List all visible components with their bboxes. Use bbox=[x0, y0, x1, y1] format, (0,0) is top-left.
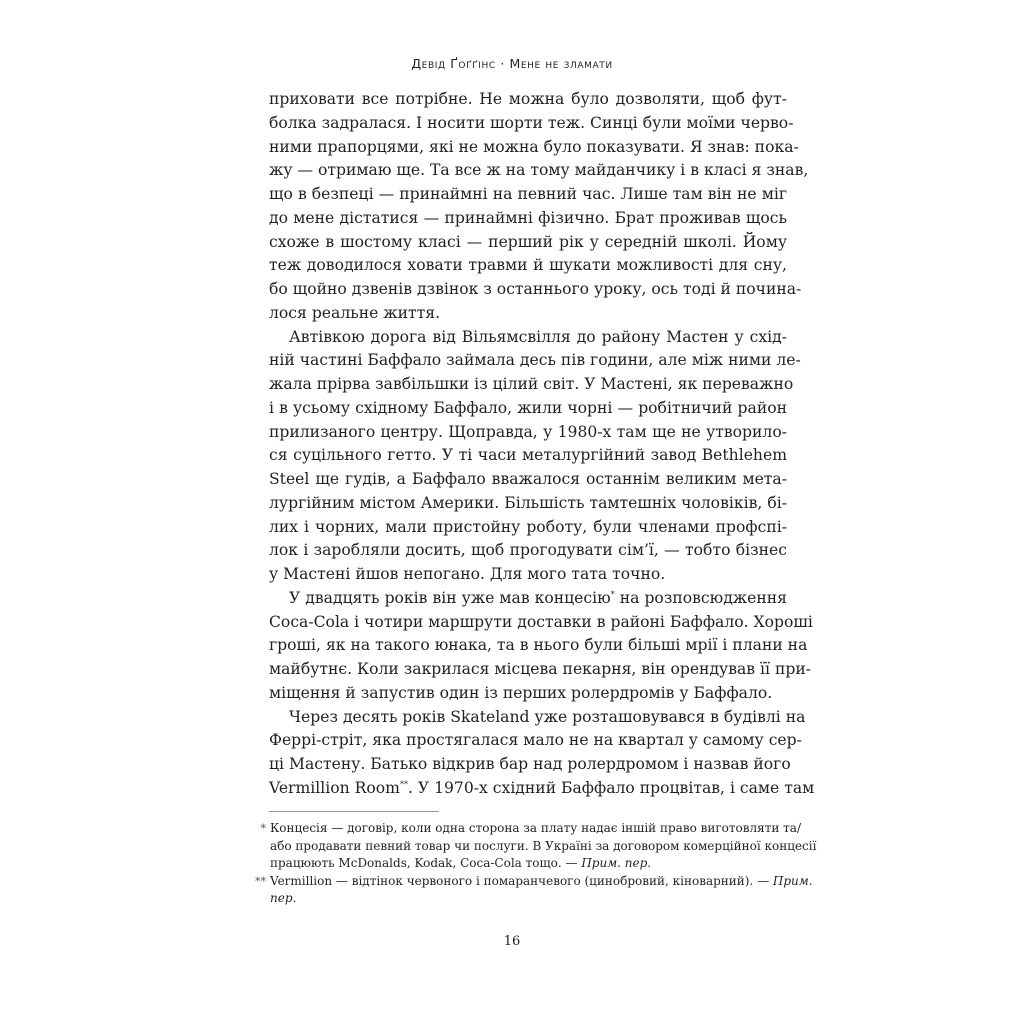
text-line-content: бо щойно дзвенів дзвінок з останнього уроку, ось тоді й почина- bbox=[269, 280, 802, 298]
text-line-content: жала прірва завбільшки із цілий світ. У Мастені, як переважно bbox=[269, 375, 794, 393]
footnote-divider bbox=[269, 811, 439, 812]
text-line-continuation: на розповсюдження bbox=[614, 588, 787, 607]
text-line-content: ці Мастену. Батько відкрив бар над ролердромом і назвав його bbox=[269, 755, 791, 773]
footnote-line bbox=[270, 855, 787, 873]
text-line bbox=[269, 183, 787, 207]
text-line bbox=[269, 611, 813, 635]
footnote-line bbox=[270, 838, 817, 856]
text-line-content: ній частині Баффало займала десь пів години, але між ними ле- bbox=[269, 351, 801, 370]
footnote-reference[interactable]: ** bbox=[399, 779, 408, 789]
text-line-content: схоже в шостому класі — перший рік у середній школі. Йому bbox=[269, 232, 787, 251]
text-line-content: лося реальне життя. bbox=[269, 303, 441, 322]
page-number: 16 bbox=[503, 934, 521, 949]
text-line bbox=[269, 516, 787, 540]
text-line bbox=[269, 254, 787, 278]
text-line bbox=[269, 777, 815, 801]
text-line bbox=[269, 587, 787, 611]
text-line-content: Steel ще гудів, а Баффало вважалося останнім великим мета- bbox=[269, 470, 787, 488]
text-line-content: і в усьому східному Баффало, жили чорні — робітничий район bbox=[269, 398, 787, 417]
text-line bbox=[269, 112, 794, 136]
text-line-content: Через десять років Skateland уже розташовувався в будівлі на bbox=[289, 707, 806, 726]
footnote-text: працюють McDonalds, Kodak, Coca-Cola тощо. — bbox=[270, 856, 582, 871]
text-line bbox=[269, 468, 787, 492]
text-line bbox=[269, 729, 802, 753]
text-line-content: міщення й запустив один із перших ролердромів у Баффало. bbox=[269, 683, 773, 702]
text-line bbox=[269, 753, 791, 777]
text-line bbox=[269, 207, 787, 231]
text-line bbox=[269, 444, 787, 468]
text-line-content: болка задралася. І носити шорти теж. Синці були моїми черво- bbox=[269, 113, 794, 132]
text-line-content: майбутнє. Коли закрилася місцева пекарня, він орендував її при- bbox=[269, 660, 812, 678]
text-line bbox=[269, 682, 787, 706]
text-line bbox=[269, 231, 787, 255]
body-text bbox=[269, 88, 815, 801]
text-line bbox=[269, 373, 794, 397]
footnote-marker: ** bbox=[255, 874, 266, 888]
text-line bbox=[269, 278, 802, 302]
footnote-reference[interactable]: * bbox=[610, 589, 615, 599]
text-line-content: жу — отримаю ще. Та все ж на тому майданчику і в класі я знав, bbox=[269, 161, 809, 180]
footnote-line bbox=[270, 890, 787, 908]
text-line-content: лургійним містом Америки. Більшість тамтешніх чоловіків, бі- bbox=[269, 493, 787, 512]
text-line bbox=[269, 658, 812, 682]
text-line bbox=[269, 326, 787, 350]
text-line-content: Феррі-стріт, яка простягалася мало не на квартал у самому сер- bbox=[269, 731, 802, 750]
running-head: Девід Ґоґґінс · Мене не зламати bbox=[411, 56, 613, 71]
footnote-text: Vermillion — відтінок червоного і помаранчевого (цинобровий, кіноварний). — bbox=[270, 873, 773, 888]
footnote-text: або продавати певний товар чи послуги. В Україні за договором комерційної концесії bbox=[270, 838, 817, 853]
text-line bbox=[269, 634, 808, 658]
text-line bbox=[269, 159, 809, 183]
footnote bbox=[250, 873, 813, 908]
text-line bbox=[269, 706, 806, 730]
text-line-content: Автівкою дорога від Вільямсвілля до району Мастен у схід- bbox=[289, 327, 787, 346]
text-line-content: що в безпеці — принаймні на певний час. Лише там він не міг bbox=[269, 185, 787, 203]
text-line-content: Coca-Cola і чотири маршрути доставки в районі Баффало. Хороші bbox=[269, 612, 813, 631]
text-line-content: приховати все потрібне. Не можна було дозволяти, щоб фут- bbox=[269, 90, 787, 108]
translator-note: пер. bbox=[270, 891, 297, 906]
text-line-content: теж доводилося ховати травми й шукати можливості для сну, bbox=[269, 256, 787, 275]
text-line-content: у Мастені йшов непогано. Для мого тата точно. bbox=[269, 565, 666, 583]
text-line-continuation: . У 1970-х східний Баффало процвітав, і саме там bbox=[407, 778, 815, 797]
translator-note: Прим. bbox=[772, 873, 813, 888]
footnote-line bbox=[270, 820, 801, 838]
text-line-content: лок і заробляли досить, щоб прогодувати сім’ї, — тобто бізнес bbox=[269, 541, 787, 560]
text-line-content: до мене дістатися — принаймні фізично. Брат проживав щось bbox=[269, 208, 787, 227]
footnote bbox=[250, 820, 817, 873]
text-line-content: ся суцільного гетто. У ті часи металургійний завод Bethlehem bbox=[269, 446, 787, 465]
text-line-content: У двадцять років він уже мав концесію bbox=[289, 588, 611, 607]
text-line bbox=[269, 136, 799, 160]
text-line bbox=[269, 349, 801, 373]
text-line bbox=[269, 302, 787, 326]
footnote-marker: * bbox=[260, 822, 266, 835]
text-line bbox=[269, 421, 787, 445]
text-line-content: Vermillion Room bbox=[269, 778, 400, 797]
text-line bbox=[269, 88, 787, 112]
text-line bbox=[269, 539, 787, 563]
footnotes bbox=[250, 820, 817, 908]
text-line-content: лих і чорних, мали пристойну роботу, були членами профспі- bbox=[269, 517, 787, 536]
text-line bbox=[269, 492, 787, 516]
text-line-content: ними прапорцями, які не можна було показувати. Я знав: пока- bbox=[269, 137, 799, 156]
text-line-content: гроші, як на такого юнака, та в нього були більші мрії і плани на bbox=[269, 636, 808, 655]
text-line-content: прилизаного центру. Щоправда, у 1980-х там ще не утворило- bbox=[269, 422, 787, 441]
footnote-text: Концесія — договір, коли одна сторона за плату надає іншій право виготовляти та/ bbox=[270, 821, 801, 835]
text-line bbox=[269, 397, 787, 421]
translator-note: Прим. пер. bbox=[581, 856, 652, 871]
text-line bbox=[269, 563, 787, 587]
footnote-line bbox=[270, 873, 813, 891]
